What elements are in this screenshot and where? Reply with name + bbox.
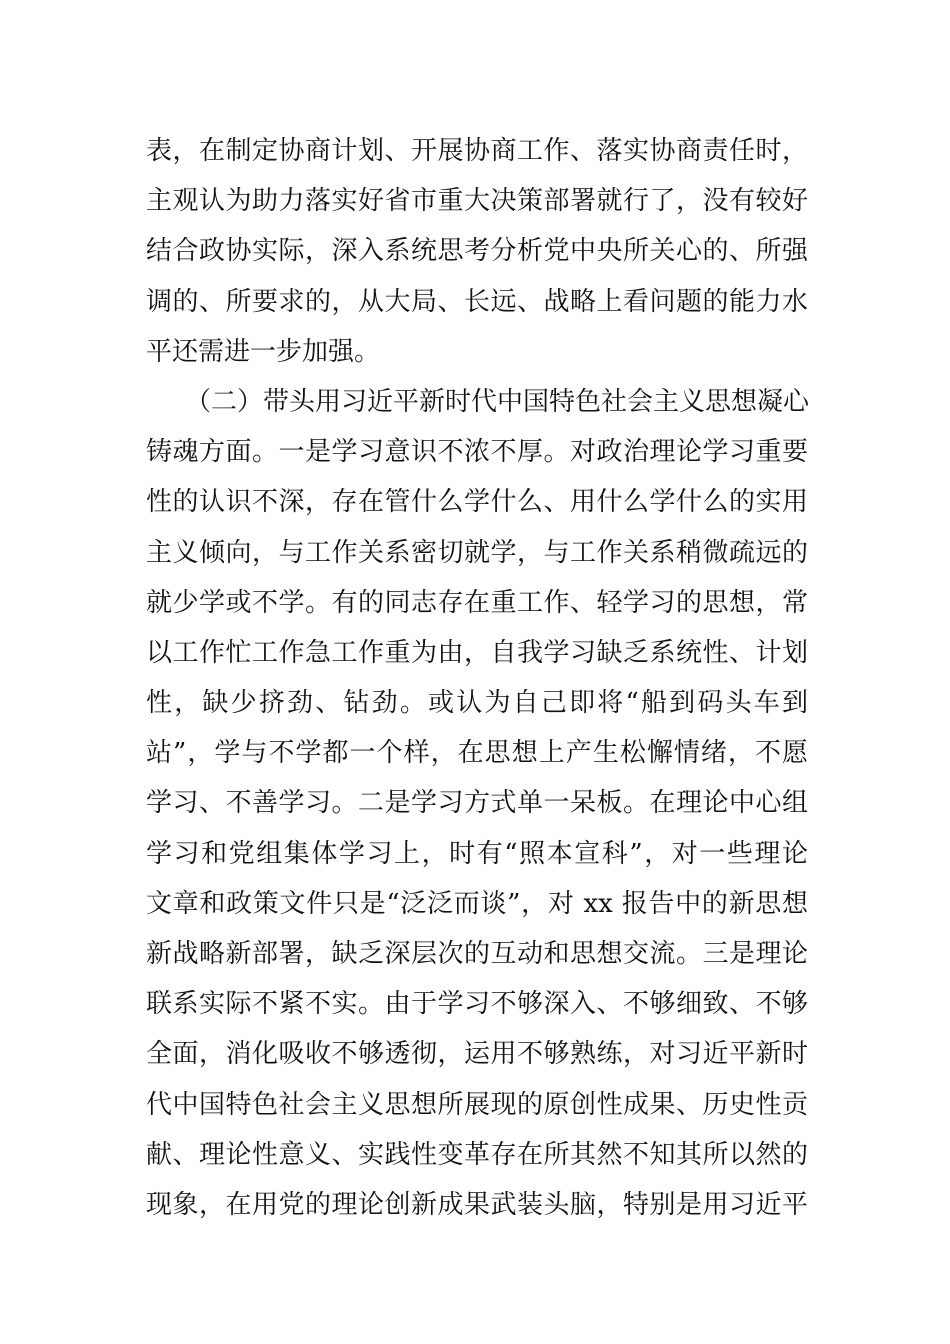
text-line: 全面，消化吸收不够透彻，运用不够熟练，对习近平新时 (146, 1039, 808, 1070)
text-line: 代中国特色社会主义思想所展现的原创性成果、历史性贡 (146, 1089, 808, 1120)
text-line: 献、理论性意义、实践性变革存在所其然不知其所以然的 (146, 1139, 808, 1170)
text-line: 主义倾向，与工作关系密切就学，与工作关系稍微疏远的 (146, 537, 808, 568)
text-line: 主观认为助力落实好省市重大决策部署就行了，没有较好 (146, 186, 808, 217)
text-line: 平还需进一步加强。 (146, 336, 381, 367)
text-line: 铸魂方面。一是学习意识不浓不厚。对政治理论学习重要 (146, 437, 808, 468)
text-line: 性，缺少挤劲、钻劲。或认为自己即将“船到码头车到 (146, 688, 808, 719)
text-line: 结合政协实际，深入系统思考分析党中央所关心的、所强 (146, 236, 808, 267)
document-body (146, 126, 808, 1230)
text-line: 表，在制定协商计划、开展协商工作、落实协商责任时， (146, 136, 808, 166)
text-line: 现象，在用党的理论创新成果武装头脑，特别是用习近平 (146, 1189, 808, 1220)
text-line: 文章和政策文件只是“泛泛而谈”，对 xx 报告中的新思想 (146, 888, 808, 919)
text-line: 联系实际不紧不实。由于学习不够深入、不够细致、不够 (146, 989, 808, 1020)
text-line: 学习和党组集体学习上，时有“照本宣科”，对一些理论 (146, 838, 808, 869)
text-line: 调的、所要求的，从大局、长远、战略上看问题的能力水 (146, 286, 808, 317)
text-line: 就少学或不学。有的同志存在重工作、轻学习的思想，常 (146, 587, 808, 618)
text-line: 新战略新部署，缺乏深层次的互动和思想交流。三是理论 (146, 939, 808, 969)
text-line: 以工作忙工作急工作重为由，自我学习缺乏系统性、计划 (146, 637, 808, 668)
text-line: 站”，学与不学都一个样，在思想上产生松懈情绪，不愿 (146, 738, 808, 769)
text-line: （二）带头用习近平新时代中国特色社会主义思想凝心 (146, 386, 810, 417)
text-line: 学习、不善学习。二是学习方式单一呆板。在理论中心组 (146, 788, 808, 819)
text-line: 性的认识不深，存在管什么学什么、用什么学什么的实用 (146, 487, 808, 518)
